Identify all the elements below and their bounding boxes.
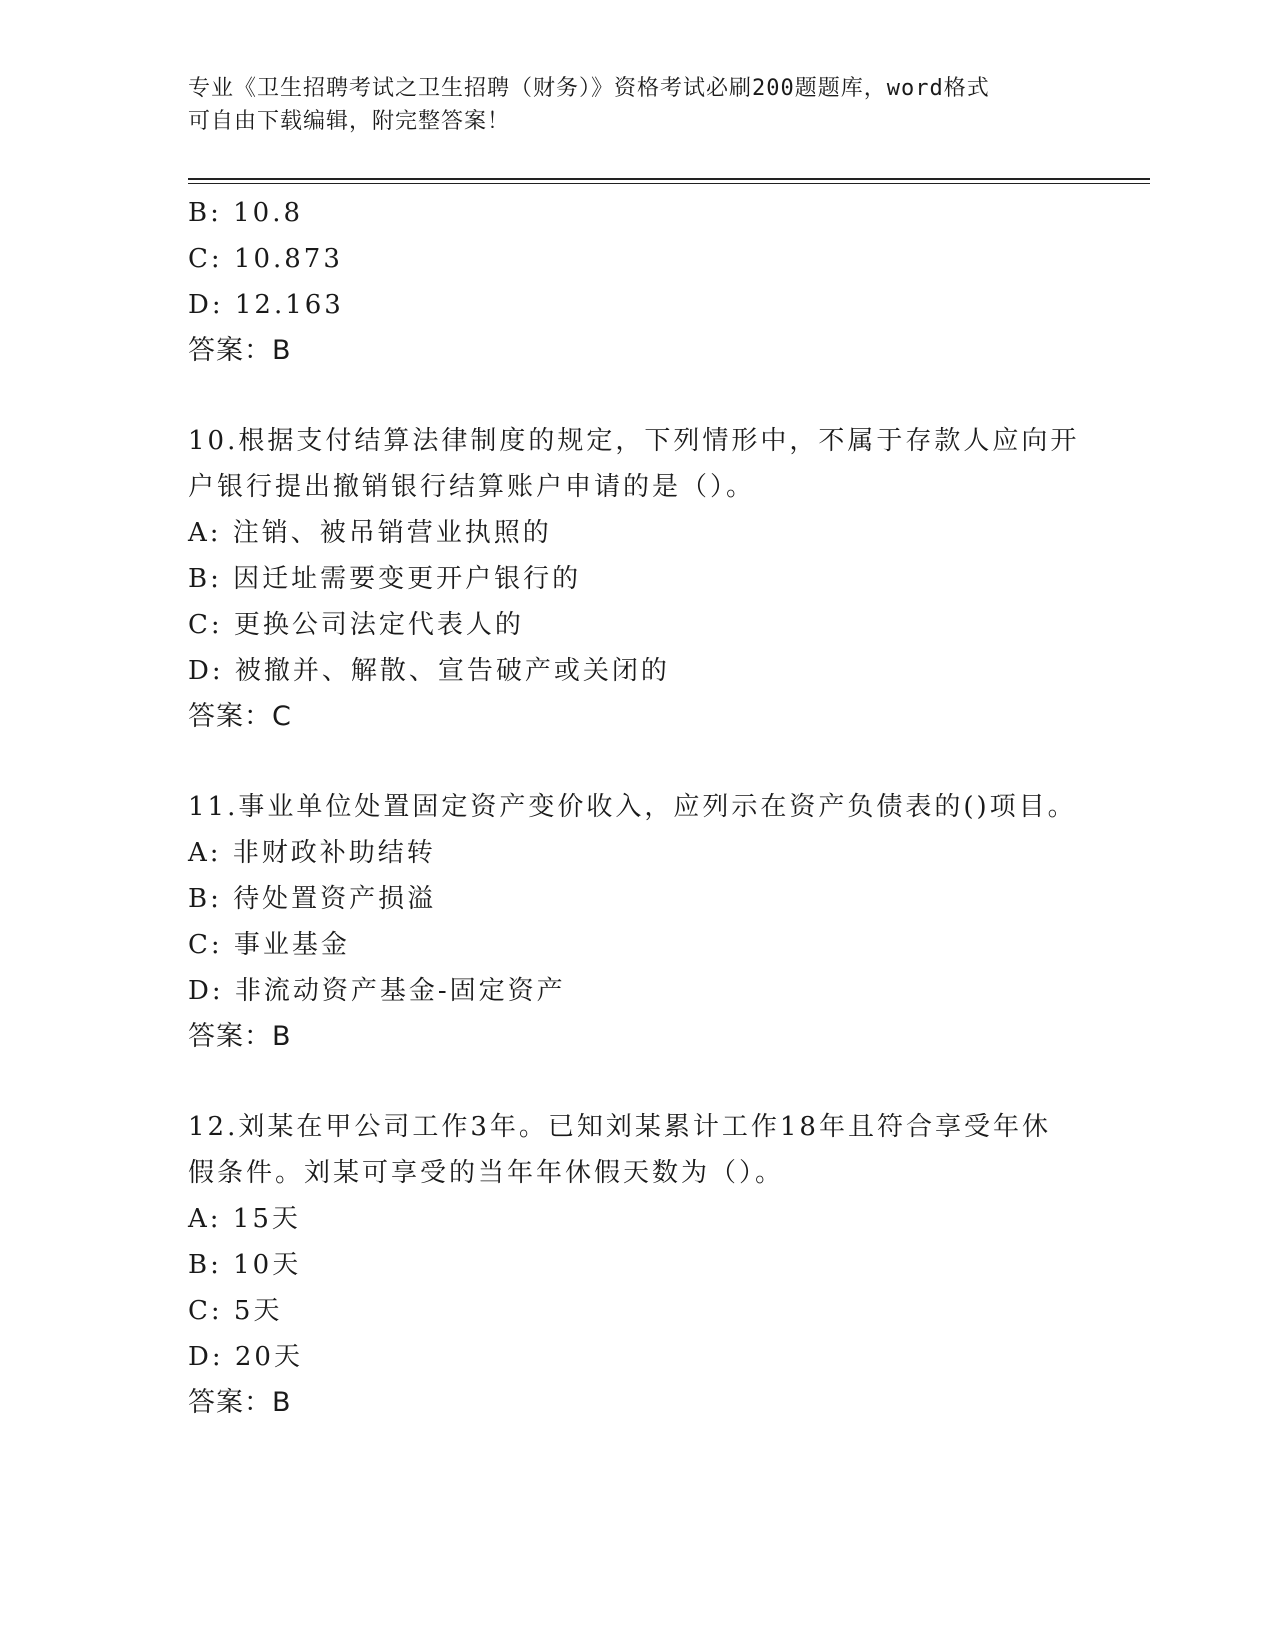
option-a: A: 15天 bbox=[188, 1204, 301, 1234]
option-c: C: 10.873 bbox=[188, 244, 343, 274]
option-c: C: 事业基金 bbox=[188, 930, 350, 960]
answer: 答案：B bbox=[188, 1021, 292, 1052]
document-body bbox=[188, 190, 1088, 1426]
option-b: B: 待处置资产损溢 bbox=[188, 884, 437, 914]
option-d: D: 12.163 bbox=[188, 290, 344, 320]
question-text: 10.根据支付结算法律制度的规定，下列情形中，不属于存款人应向开 bbox=[188, 426, 1080, 456]
question-10 bbox=[188, 418, 1088, 740]
option-d: D: 被撤并、解散、宣告破产或关闭的 bbox=[188, 656, 670, 686]
option-a: A: 非财政补助结转 bbox=[188, 838, 436, 868]
document-header bbox=[188, 72, 1068, 138]
question-text: 11.事业单位处置固定资产变价收入，应列示在资产负债表的()项目。 bbox=[188, 792, 1077, 822]
header-line-2: 可自由下载编辑，附完整答案！ bbox=[188, 109, 511, 134]
answer: 答案：C bbox=[188, 701, 292, 732]
header-rule-thick bbox=[188, 178, 1150, 180]
header-line-1: 专业《卫生招聘考试之卫生招聘（财务）》资格考试必刷200题题库，word格式 bbox=[188, 76, 990, 101]
question-9-tail bbox=[188, 190, 1088, 374]
answer: 答案：B bbox=[188, 1387, 292, 1418]
answer: 答案：B bbox=[188, 335, 292, 366]
question-11 bbox=[188, 784, 1088, 1060]
option-d: D: 20天 bbox=[188, 1342, 303, 1372]
header-rule-thin bbox=[188, 183, 1150, 184]
option-c: C: 更换公司法定代表人的 bbox=[188, 610, 524, 640]
question-text: 12.刘某在甲公司工作3年。已知刘某累计工作18年且符合享受年休 bbox=[188, 1112, 1051, 1142]
question-text: 户银行提出撤销银行结算账户申请的是（）。 bbox=[188, 472, 756, 502]
option-a: A: 注销、被吊销营业执照的 bbox=[188, 518, 552, 548]
option-d: D: 非流动资产基金-固定资产 bbox=[188, 976, 566, 1006]
question-text: 假条件。刘某可享受的当年年休假天数为（）。 bbox=[188, 1158, 785, 1188]
option-b: B: 因迁址需要变更开户银行的 bbox=[188, 564, 582, 594]
option-b: B: 10.8 bbox=[188, 198, 304, 228]
option-b: B: 10天 bbox=[188, 1250, 302, 1280]
option-c: C: 5天 bbox=[188, 1296, 283, 1326]
question-12 bbox=[188, 1104, 1088, 1426]
